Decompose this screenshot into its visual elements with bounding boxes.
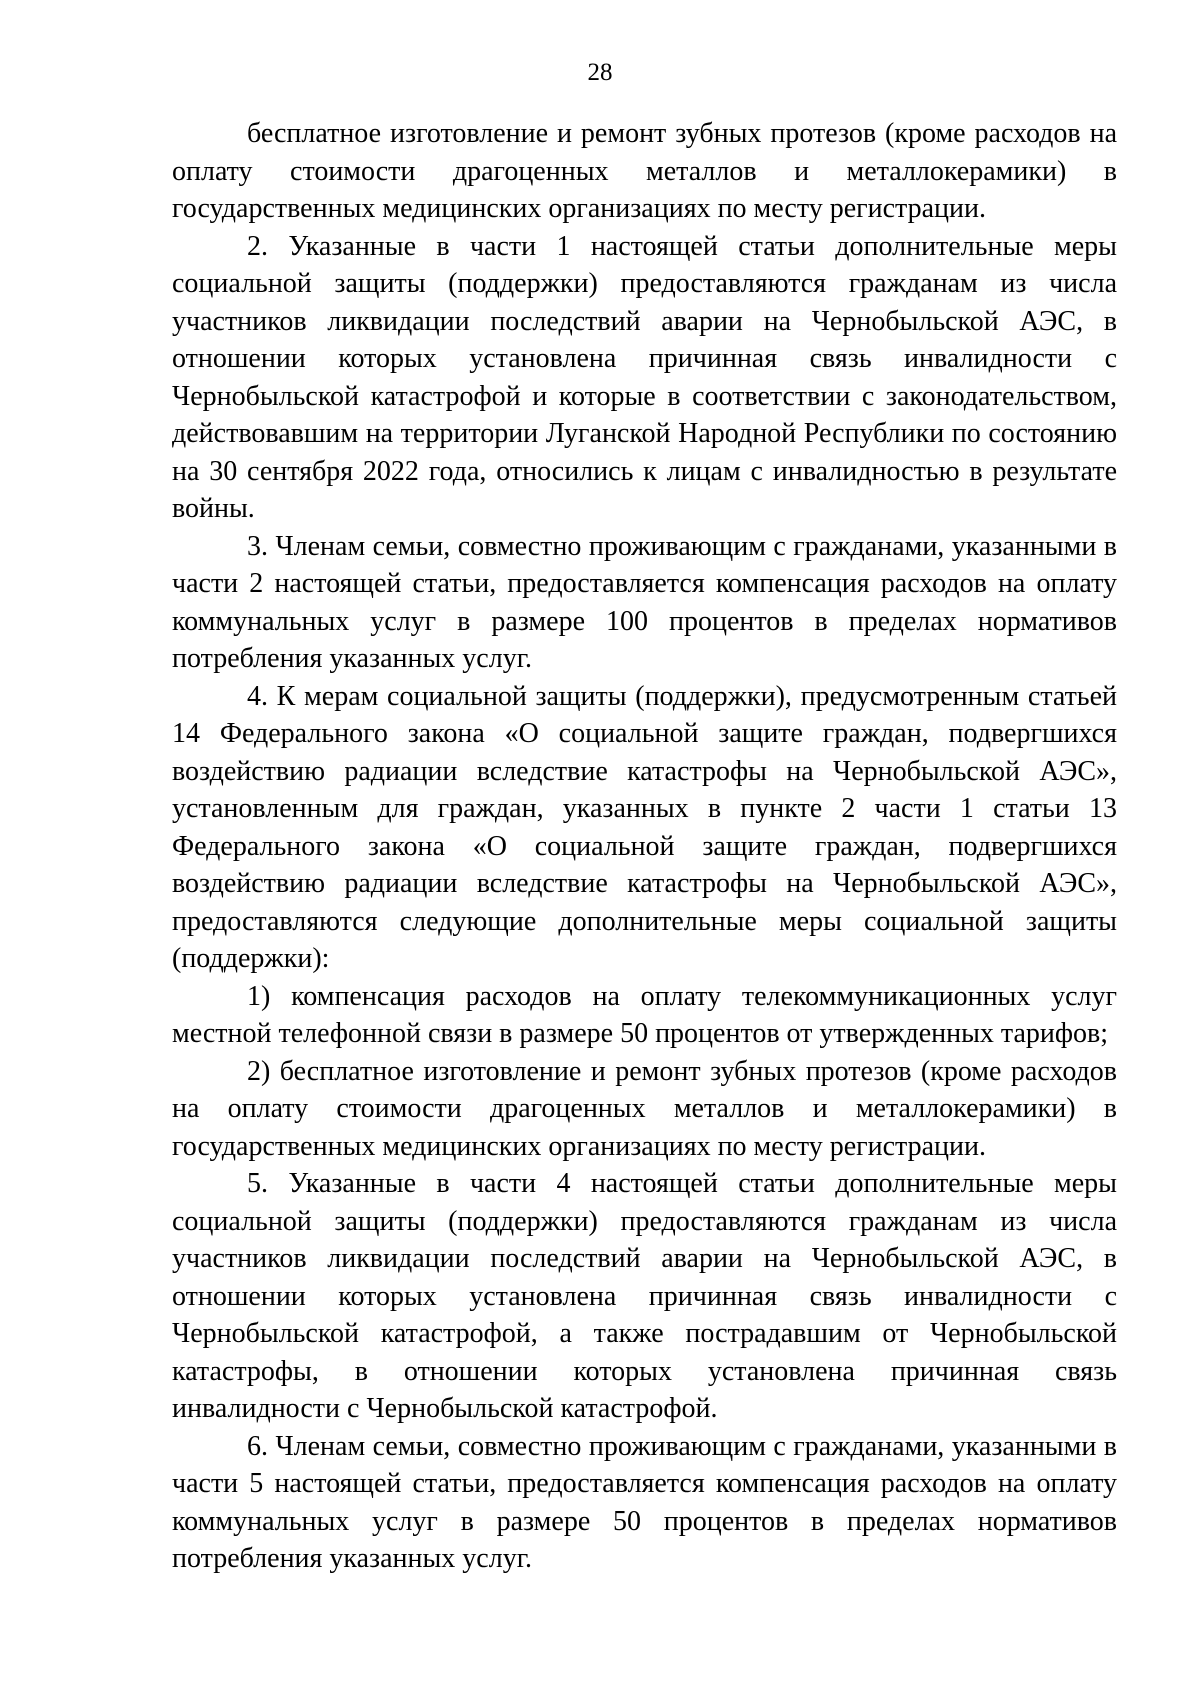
paragraph-continuation: бесплатное изготовление и ремонт зубных протезов (кроме расходов на оплату стоимости драгоценных металлов и металлокерамики) в государственных медицинских организациях по месту регистрации.	[172, 118, 1117, 224]
paragraph-part-6: 6. Членам семьи, совместно проживающим с гражданами, указанными в части 5 настоящей статьи, предоставляется компенсация расходов на оплату коммунальных услуг в размере 50 процентов в пределах нормативов потребления указанных услуг.	[172, 1430, 1117, 1574]
paragraph-item-1: 1) компенсация расходов на оплату телекоммуникационных услуг местной телефонной связи в размере 50 процентов от утвержденных тарифов;	[172, 980, 1117, 1049]
paragraph-part-3: 3. Членам семьи, совместно проживающим с гражданами, указанными в части 2 настоящей статьи, предоставляется компенсация расходов на оплату коммунальных услуг в размере 100 процентов в пределах нормативов потребления указанных услуг.	[172, 530, 1117, 674]
paragraph-item-2: 2) бесплатное изготовление и ремонт зубных протезов (кроме расходов на оплату стоимости драгоценных металлов и металлокерамики) в государственных медицинских организациях по месту регистрации.	[172, 1055, 1117, 1162]
paragraph-part-5: 5. Указанные в части 4 настоящей статьи дополнительные меры социальной защиты (поддержки) предоставляются гражданам из числа участников ликвидации последствий аварии на Чернобыльской АЭС, в отношении которых установлена причинная связь инвалидности с Чернобыльской катастрофой, а также пострадавшим от Чернобыльской катастрофы, в отношении которых установлена причинная связь инвалидности с Чернобыльской катастрофой.	[172, 1168, 1117, 1424]
paragraph-part-2: 2. Указанные в части 1 настоящей статьи дополнительные меры социальной защиты (поддержки) предоставляются гражданам из числа участников ликвидации последствий аварии на Чернобыльской АЭС, в отношении которых установлена причинная связь инвалидности с Чернобыльской катастрофой и которые в соответствии с законодательством, действовавшим на территории Луганской Народной Республики по состоянию на 30 сентября 2022 года, относились к лицам с инвалидностью в результате войны.	[172, 230, 1117, 524]
page-number: 28	[587, 59, 613, 86]
paragraph-part-4: 4. К мерам социальной защиты (поддержки), предусмотренным статьей 14 Федерального закона «О социальной защите граждан, подвергшихся воздействию радиации вследствие катастрофы на Чернобыльской АЭС», установленным для граждан, указанных в пункте 2 части 1 статьи 13 Федерального закона «О социальной защите граждан, подвергшихся воздействию радиации вследствие катастрофы на Чернобыльской АЭС», предоставляются следующие дополнительные меры социальной защиты (поддержки):	[172, 680, 1117, 974]
document-body	[172, 115, 1117, 1578]
